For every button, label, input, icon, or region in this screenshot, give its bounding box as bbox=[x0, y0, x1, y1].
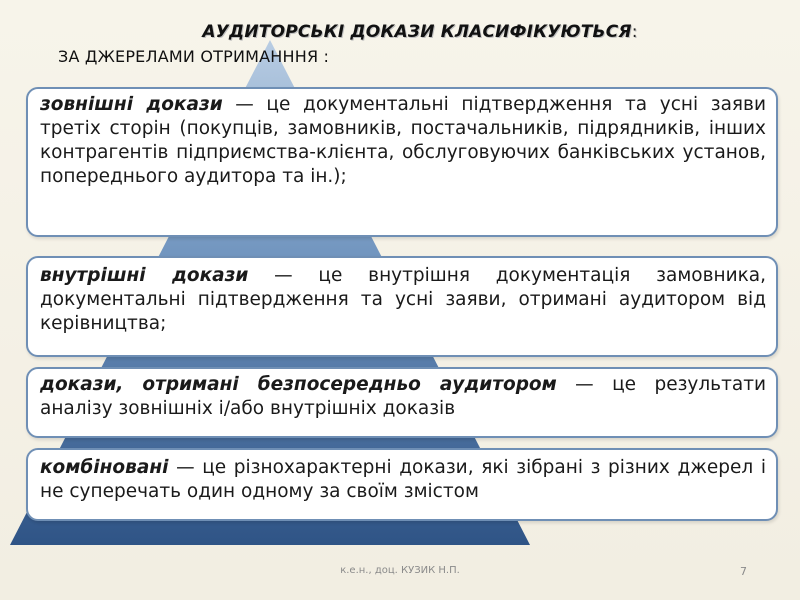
evidence-description: — це внутрішня документація замовника, документальні підтвердження та усні заяви, отримані аудитором від керівництва; bbox=[40, 265, 767, 334]
evidence-description: — це документальні підтвердження та усні заяви третіх сторін (покупців, замовників, постачальників, підрядників, інших контрагентів підприємства-клієнта, обслуговуючих банківських установ, попереднього аудитора та ін.); bbox=[40, 94, 766, 187]
page-number: 7 bbox=[740, 565, 747, 578]
evidence-term: докази, отримані безпосередньо аудитором bbox=[40, 374, 557, 395]
evidence-box-internal bbox=[26, 256, 778, 357]
evidence-description: — це різнохарактерні докази, які зібрані з різних джерел і не суперечать один одному за своїм змістом bbox=[40, 457, 766, 502]
evidence-box-direct bbox=[26, 367, 778, 438]
slide-title-text: АУДИТОРСЬКІ ДОКАЗИ КЛАСИФІКУЮТЬСЯ bbox=[202, 22, 632, 42]
slide-title bbox=[0, 22, 800, 42]
evidence-term: зовнішні докази bbox=[40, 94, 223, 115]
slide-title-colon: : bbox=[631, 22, 638, 42]
evidence-box-combined bbox=[26, 448, 778, 521]
evidence-term: внутрішні докази bbox=[40, 265, 249, 286]
evidence-box-external bbox=[26, 87, 778, 237]
footer-author: к.е.н., доц. КУЗИК Н.П. bbox=[340, 565, 460, 576]
slide-subtitle: ЗА ДЖЕРЕЛАМИ ОТРИМАНННЯ : bbox=[58, 47, 330, 66]
evidence-term: комбіновані bbox=[40, 457, 169, 478]
evidence-description: — це результати аналізу зовнішніх і/або внутрішніх доказів bbox=[40, 374, 767, 419]
